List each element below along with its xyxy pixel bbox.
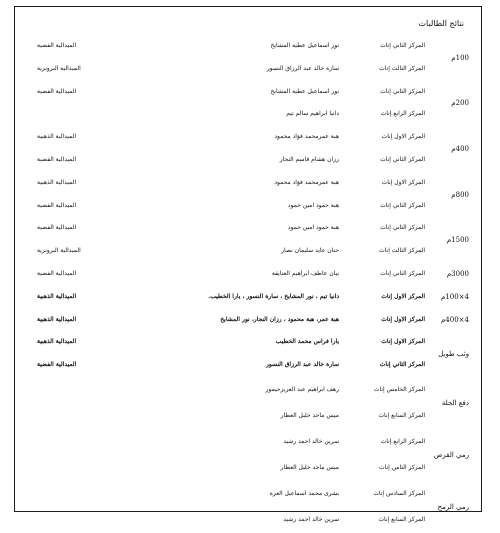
result-row <box>15 103 481 126</box>
medal-text: الميدالية البرونزية <box>37 247 81 255</box>
medal-text: الميدالية الذهبية <box>37 292 77 300</box>
event-name: وثب طويل <box>438 350 469 359</box>
event-group <box>15 286 481 309</box>
place-text: المركز الاول إناث <box>381 338 425 346</box>
medal-text: الميدالية الذهبية <box>37 178 76 186</box>
athlete-name: ميس ماجد خليل العطار <box>280 411 339 419</box>
result-row <box>15 217 481 240</box>
event-group <box>15 309 481 332</box>
result-row <box>15 455 481 481</box>
event-group <box>15 172 481 218</box>
medal-text: الميدالية الفضية <box>37 201 77 209</box>
event-group <box>15 126 481 172</box>
place-text: المركز الرابع إناث <box>380 437 425 445</box>
result-row <box>15 286 481 309</box>
result-row <box>15 331 481 354</box>
result-row <box>15 240 481 263</box>
place-text: المركز الاول إناث <box>381 133 425 141</box>
result-row <box>15 263 481 286</box>
athlete-name: دانيا تيم ، نور المشايخ ، سارة النسور ، يارا الخطيب. <box>208 292 339 300</box>
athlete-name: هبة عمر، هبة محمود ، رزان النجار، نور المشايخ <box>220 315 339 323</box>
event-name: 3000م <box>446 270 469 279</box>
athlete-name: ميس ماجد خليل العطار <box>280 463 339 471</box>
place-text: المركز الاول إناث <box>381 178 425 186</box>
result-row <box>15 195 481 218</box>
event-group <box>15 263 481 286</box>
medal-text: الميدالية الفضية <box>37 42 77 49</box>
result-row <box>15 354 481 377</box>
place-text: المركز الثاني إناث <box>380 87 425 95</box>
medal-text: الميدالية الذهبية <box>37 315 77 323</box>
result-row <box>15 35 481 58</box>
place-text: المركز الثاني إناث <box>380 42 425 49</box>
result-row <box>15 403 481 429</box>
place-text: المركز الثالث إناث <box>379 247 425 255</box>
results-table <box>15 35 481 533</box>
medal-text: الميدالية الفضية <box>37 269 77 277</box>
medal-text: الميدالية البرونزية <box>37 64 81 72</box>
event-name: 400م <box>451 144 469 153</box>
place-text: المركز الرابع إناث <box>380 110 425 118</box>
event-name: 800م <box>451 190 469 199</box>
result-row <box>15 507 481 533</box>
place-text: المركز الاول إناث <box>381 315 425 323</box>
place-text: المركز الثاني إناث <box>380 224 425 232</box>
athlete-name: دانيا ابراهيم سالم تيم <box>286 110 339 118</box>
medal-text: الميدالية الفضية <box>37 155 77 163</box>
place-text: المركز السابع إناث <box>378 411 425 419</box>
athlete-name: يارا فراس محمد الخطيب <box>275 338 339 346</box>
athlete-name: سارة خالد عبد الرزاق النسور <box>266 64 339 72</box>
event-name: رمي الرمح <box>437 502 469 511</box>
event-name: 200م <box>451 99 469 108</box>
result-row <box>15 429 481 455</box>
event-group <box>15 35 481 81</box>
place-text: المركز الثالث إناث <box>379 64 425 72</box>
athlete-name: هبة عمرمحمد فؤاد محمود <box>274 133 339 141</box>
medal-text: الميدالية الذهبية <box>37 338 77 346</box>
place-text: المركز السادس إناث <box>373 489 425 497</box>
athlete-name: سرين خالد احمد رشيد <box>283 515 339 523</box>
athlete-name: هبة حمود امين حمود <box>287 201 339 209</box>
result-row <box>15 172 481 195</box>
event-group <box>15 377 481 429</box>
place-text: المركز الثامن إناث <box>379 463 425 471</box>
result-row <box>15 81 481 104</box>
place-text: المركز الخامس إناث <box>373 385 425 393</box>
athlete-name: نور اسماعيل عطية المشايخ <box>270 87 339 95</box>
result-row <box>15 149 481 172</box>
event-group <box>15 429 481 481</box>
athlete-name: بشرى محمد اسماعيل العزة <box>269 489 339 497</box>
event-name: دفع الجلة <box>441 398 469 407</box>
event-name: 4×400م <box>440 315 469 324</box>
athlete-name: حنان عايد سليمان نصار <box>281 247 339 255</box>
event-name: 1500م <box>446 236 469 245</box>
place-text: المركز الاول إناث <box>381 292 425 300</box>
result-row <box>15 377 481 403</box>
event-name: 100م <box>451 53 469 62</box>
place-text: المركز الثاني إناث <box>380 155 425 163</box>
place-text: المركز الثاني إناث <box>380 269 425 277</box>
medal-text: الميدالية الذهبية <box>37 133 76 141</box>
athlete-name: سرين خالد احمد رشيد <box>283 437 339 445</box>
athlete-name: هبة عمرمحمد فؤاد محمود <box>274 178 339 186</box>
place-text: المركز السابع إناث <box>378 515 425 523</box>
document-page <box>14 6 482 523</box>
event-name: 4×100م <box>440 293 469 302</box>
athlete-name: سارة خالد عبد الرزاق النسور <box>266 361 339 369</box>
result-row <box>15 58 481 81</box>
result-row <box>15 309 481 332</box>
athlete-name: هبة حمود امين حمود <box>287 224 339 232</box>
athlete-name: رهف ابراهيم عبد العزيزحيمور <box>265 385 339 393</box>
event-group <box>15 217 481 263</box>
medal-text: الميدالية الفضية <box>37 87 77 95</box>
event-group <box>15 331 481 377</box>
event-group <box>15 481 481 533</box>
medal-text: الميدالية الفضية <box>37 224 77 232</box>
place-text: المركز الثاني إناث <box>379 361 425 369</box>
medal-text: الميدالية الفضية <box>37 361 77 369</box>
athlete-name: رزان هشام قاسم النجار <box>279 155 339 163</box>
event-group <box>15 81 481 127</box>
event-name: رمي القرص <box>433 450 469 459</box>
result-row <box>15 481 481 507</box>
result-row <box>15 126 481 149</box>
page-title: نتائج الطالبات <box>418 19 464 28</box>
athlete-name: نور اسماعيل عطية المشايخ <box>270 42 339 49</box>
athlete-name: بيان عاطف ابراهيم العنايقة <box>271 269 339 277</box>
place-text: المركز الثاني إناث <box>380 201 425 209</box>
